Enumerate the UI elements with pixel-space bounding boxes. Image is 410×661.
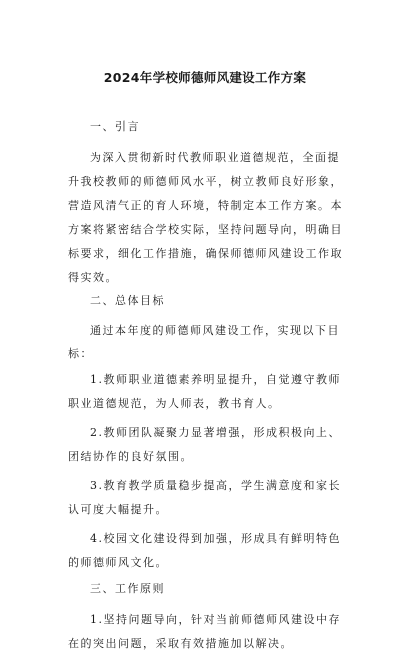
goal-item-1: 1.教师职业道德素养明显提升，自觉遵守教师职业道德规范，为人师表，教书育人。	[68, 373, 341, 410]
goal-item-2: 2.教师团队凝聚力显著增强，形成积极向上、团结协作的良好氛围。	[68, 426, 341, 463]
section-heading-intro: 一、引言	[90, 120, 140, 133]
principle-item-1: 1.坚持问题导向，针对当前师德师风建设中存在的突出问题，采取有效措施加以解决。	[68, 612, 341, 650]
goals-intro-paragraph: 通过本年度的师德师风建设工作，实现以下目标：	[68, 324, 340, 360]
document-title: 2024年学校师德师风建设工作方案	[103, 70, 307, 85]
goal-item-4: 4.校园文化建设得到加强，形成具有鲜明特色的师德师风文化。	[68, 532, 341, 569]
intro-paragraph: 为深入贯彻新时代教师职业道德规范，全面提升我校教师的师德师风水平，树立教师良好形象，营造风清气正的育人环境，特制定本工作方案。本方案将紧密结合学校实际，坚持问题导向，明确目标要求，细化工作措施，确保师德师风建设工作取得实效。	[68, 150, 343, 284]
document-body	[68, 118, 350, 661]
section-heading-principles: 三、工作原则	[90, 582, 165, 595]
section-heading-goals: 二、总体目标	[90, 293, 165, 307]
goal-item-3: 3.教育教学质量稳步提高，学生满意度和家长认可度大幅提升。	[68, 479, 341, 516]
